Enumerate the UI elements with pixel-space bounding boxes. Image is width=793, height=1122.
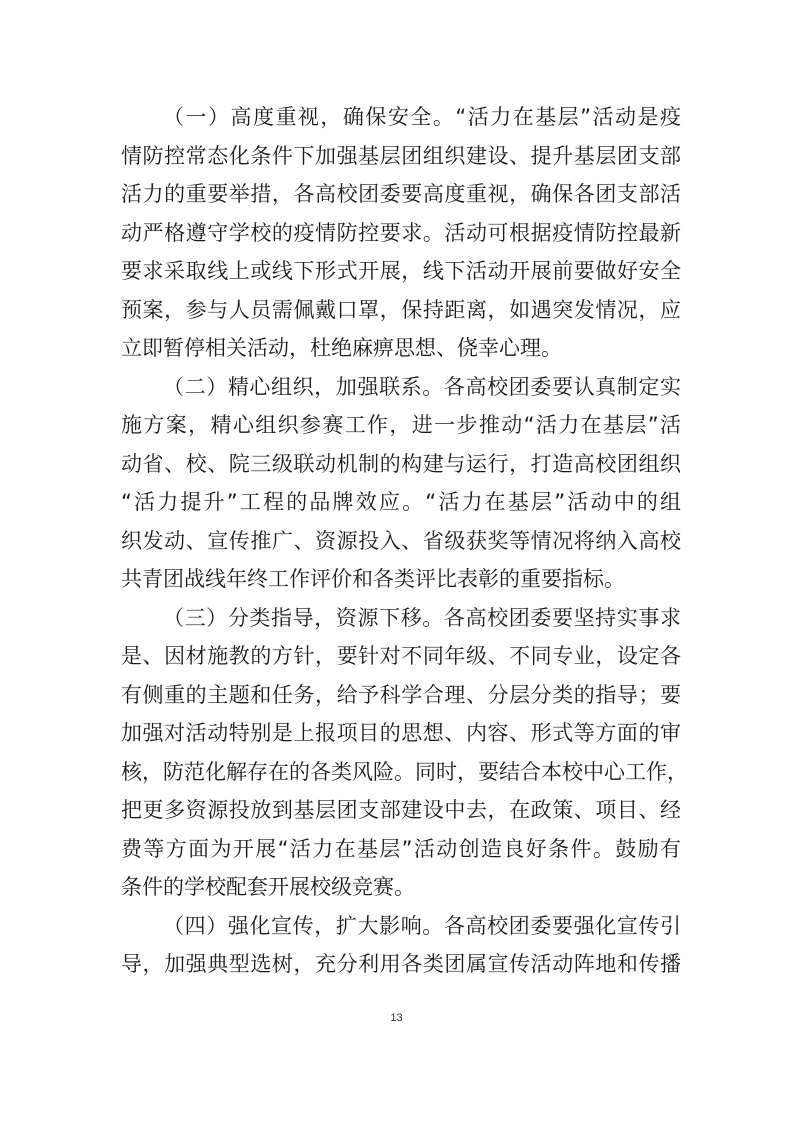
paragraph-guidance <box>121 599 688 907</box>
text-line: 加强对活动特别是上报项目的思想、内容、形式等方面的审 <box>121 721 681 745</box>
paragraph-organization <box>121 368 681 599</box>
text-line: 织发动、宣传推广、资源投入、省级获奖等情况将纳入高校 <box>121 528 681 553</box>
text-line: 导，加强典型选树，充分利用各类团属宣传活动阵地和传播 <box>121 952 681 976</box>
text-line: 是、因材施教的方针，要针对不同年级、不同专业，设定各 <box>121 644 681 668</box>
text-line: （四）强化宣传，扩大影响。各高校团委要强化宣传引 <box>163 913 681 938</box>
text-line: “活力提升”工程的品牌效应。“活力在基层”活动中的组 <box>121 490 681 514</box>
text-line: （二）精心组织，加强联系。各高校团委要认真制定实 <box>163 374 681 399</box>
paragraph-publicity <box>121 907 681 984</box>
text-line: 施方案，精心组织参赛工作，进一步推动“活力在基层”活 <box>121 413 681 437</box>
text-line: 费等方面为开展“活力在基层”活动创造良好条件。鼓励有 <box>121 836 681 861</box>
document-body <box>121 98 688 984</box>
text-line: 动省、校、院三级联动机制的构建与运行，打造高校团组织 <box>121 451 681 476</box>
text-line: 核，防范化解存在的各类风险。同时，要结合本校中心工作， <box>121 759 688 784</box>
text-line: 活力的重要举措，各高校团委要高度重视，确保各团支部活 <box>121 182 681 206</box>
text-line: （三）分类指导，资源下移。各高校团委要坚持实事求 <box>163 605 681 630</box>
paragraph-safety <box>121 98 681 368</box>
text-line: 把更多资源投放到基层团支部建设中去，在政策、项目、经 <box>121 798 681 822</box>
text-line: 要求采取线上或线下形式开展，线下活动开展前要做好安全 <box>121 259 681 283</box>
page-number: 13 <box>390 1012 403 1024</box>
text-line: （一）高度重视，确保安全。“活力在基层”活动是疫 <box>163 105 681 129</box>
text-line: 立即暂停相关活动，杜绝麻痹思想、侥幸心理。 <box>121 336 562 360</box>
text-line: 情防控常态化条件下加强基层团组织建设、提升基层团支部 <box>121 143 681 168</box>
text-line: 共青团战线年终工作评价和各类评比表彰的重要指标。 <box>121 567 625 591</box>
text-line: 条件的学校配套开展校级竞赛。 <box>121 875 415 899</box>
text-line: 动严格遵守学校的疫情防控要求。活动可根据疫情防控最新 <box>121 220 681 245</box>
text-line: 有侧重的主题和任务，给予科学合理、分层分类的指导；要 <box>121 682 681 707</box>
text-line: 预案，参与人员需佩戴口罩，保持距离，如遇突发情况，应 <box>121 297 681 322</box>
